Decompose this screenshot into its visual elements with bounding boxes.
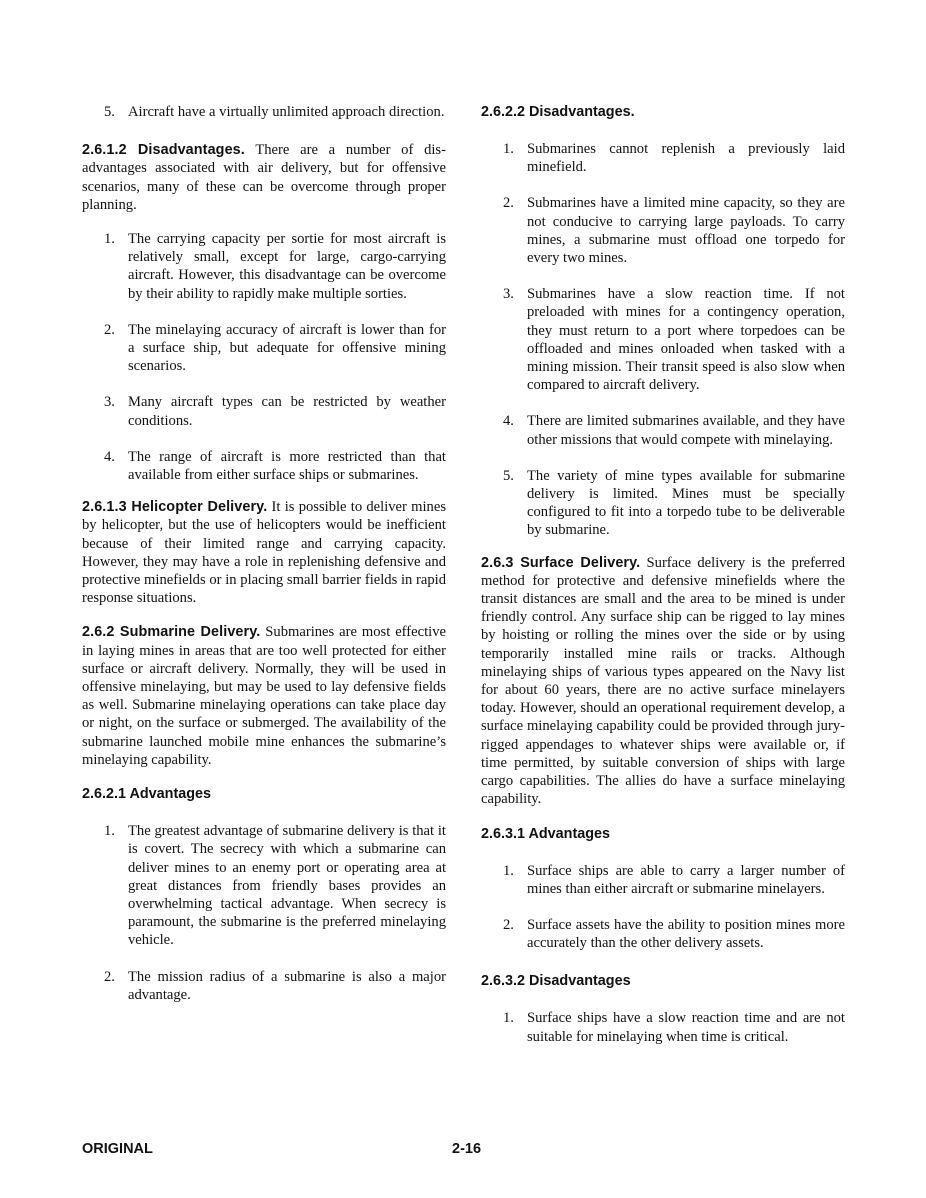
list-item: [82, 321, 446, 376]
list-item: [82, 230, 446, 303]
surface-advantages-list: [481, 862, 845, 953]
list-item-text: The greatest advantage of submarine delivery is that it is covert. The secrecy with which a submarine can deliver mines to an enemy port or operating area at great distances from friendly bases provides an overwhelming tactical advantage. When secrecy is paramount, the submarine is the preferred minelaying vehicle.: [128, 823, 446, 949]
list-item-number: 4.: [104, 448, 115, 465]
section-2-6-3-2-heading: 2.6.3.2 Disadvantages: [481, 973, 631, 990]
section-heading: 2.6.1.2 Disadvantages.: [82, 142, 245, 159]
section-heading: 2.6.2 Submarine Delivery.: [82, 624, 261, 641]
air-disadvantages-list: [82, 230, 446, 484]
list-item: [481, 467, 845, 540]
list-item-number: 2.: [503, 195, 514, 212]
list-item-text: There are limited submarines available, and they have other missions that would compete with minelaying.: [527, 413, 845, 448]
list-item-text: Aircraft have a virtually unlimited approach direction.: [128, 104, 445, 120]
list-item-text: Submarines cannot replenish a previously laid minefield.: [527, 141, 845, 176]
section-2-6-2-1-heading: 2.6.2.1 Advantages: [82, 786, 212, 803]
section-text: There are a number of disadvantages associated with air delivery, but for offensive scenarios, many of these can be overcome through proper planning.: [82, 142, 446, 213]
surface-disadvantages-list: [481, 1009, 845, 1045]
submarine-disadvantages-list: [481, 140, 845, 540]
list-item-number: 2.: [503, 916, 514, 933]
footer-original-label: ORIGINAL: [82, 1141, 153, 1157]
list-item: [481, 916, 845, 952]
list-item-number: 1.: [503, 1010, 514, 1027]
section-2-6-1-2: [82, 141, 446, 214]
list-item: [481, 862, 845, 898]
list-item-number: 3.: [104, 394, 115, 411]
section-2-6-1-3: [82, 498, 446, 607]
list-item: [82, 822, 446, 949]
list-item-number: 1.: [503, 862, 514, 879]
list-item-text: The range of aircraft is more restricted than that available from either surface ships or submarines.: [128, 448, 446, 484]
list-item-text: Submarines have a slow reaction time. If not preloaded with mines for a contingency operation, they must return to a port where torpedoes can be offloaded and mines onloaded when tasked with a mining mission. Their transit speed is also slow when compared to aircraft delivery.: [527, 286, 845, 394]
list-item-number: 1.: [503, 141, 514, 157]
section-text: Submarines are most effective in laying mines in areas that are too well protected for either surface or aircraft delivery. Normally, they will be used in offensive minelaying, but may be used to lay defensive fields as well. Submarine minelaying operations can take place day or night, on the surface or submerged. The availability of the submarine launched mobile mine enhances the submarine’s minelaying capability.: [82, 624, 446, 768]
left-column: [82, 103, 446, 1018]
list-item: [82, 448, 446, 484]
list-item-number: 5.: [104, 104, 115, 120]
list-item-text: The mission radius of a submarine is also a major advantage.: [128, 968, 446, 1003]
page-number: 2-16: [452, 1141, 482, 1157]
list-item-text: The carrying capacity per sortie for most aircraft is relatively small, except for large, cargo-carrying aircraft. However, this disadvantage can be overcome by their ability to rapidly make multiple sorties.: [128, 231, 446, 302]
continued-advantages-list: [82, 103, 446, 121]
list-item: [82, 393, 446, 429]
list-item-text: The variety of mine types available for submarine delivery is limited. Mines must be specially configured to fit into a torpedo tube to be deliverable by submarine.: [527, 467, 845, 539]
list-item-number: 2.: [104, 321, 115, 338]
list-item-number: 5.: [503, 467, 514, 484]
list-item: [481, 412, 845, 448]
list-item-number: 1.: [104, 231, 115, 248]
list-item-number: 2.: [104, 968, 115, 985]
section-text: It is possible to deliver mines by helicopter, but the use of helicopters would be inefficient because of their limited range and carrying capacity. However, they may have a role in replenishing defensive and protective minefields or in placing small barrier fields in rapid response situations.: [82, 499, 447, 607]
section-heading: 2.6.3 Surface Delivery.: [481, 554, 641, 571]
list-item-number: 3.: [503, 286, 514, 303]
section-2-6-3: [481, 554, 845, 809]
section-2-6-2: [82, 623, 446, 769]
list-item-number: 4.: [503, 413, 514, 430]
section-2-6-3-1-heading: 2.6.3.1 Advantages: [481, 825, 611, 842]
list-item: [481, 140, 845, 176]
list-item: [481, 285, 845, 394]
list-item-text: Submarines have a limited mine capacity, so they are not conducive to carrying large payloads. To carry mines, a submarine must offload one torpedo for every two mines.: [527, 195, 845, 267]
section-heading: 2.6.1.3 Helicopter Delivery.: [82, 499, 268, 516]
section-2-6-2-2-heading: 2.6.2.2 Disadvantages.: [481, 104, 635, 120]
list-item-text: Surface ships are able to carry a larger number of mines than either aircraft or submarine minelayers.: [527, 862, 845, 897]
list-item-text: Many aircraft types can be restricted by weather conditions.: [128, 394, 446, 429]
right-column: [481, 103, 845, 1060]
list-item-text: Surface assets have the ability to position mines more accurately than the other delivery assets.: [527, 916, 845, 952]
list-item: [82, 103, 446, 121]
list-item-text: The minelaying accuracy of aircraft is lower than for a surface ship, but adequate for offensive mining scenarios.: [128, 321, 446, 375]
list-item-number: 1.: [104, 823, 115, 840]
section-text: Surface delivery is the preferred method for protective and defensive minefields where the transit distances are small and the area to be mined is under friendly control. Any surface ship can be rigged to lay mines by hoisting or rolling the mines over the side or by using temporarily installed mine rails or tracks. Although minelaying ships of various types appeared on the Navy list for about 60 years, there are no active surface minelayers today. However, should an operational requirement develop, a surface minelaying capability could be provided through jury-rigged appendages to whatever ships were available or, if time permitted, by suitable conversion of ships with large cargo capabilities. The allies do have a surface minelaying capability.: [481, 554, 845, 808]
list-item-text: Surface ships have a slow reaction time and are not suitable for minelaying when time is critical.: [527, 1010, 845, 1045]
list-item: [481, 194, 845, 267]
list-item: [82, 968, 446, 1004]
submarine-advantages-list: [82, 822, 446, 1004]
list-item: [481, 1009, 845, 1045]
